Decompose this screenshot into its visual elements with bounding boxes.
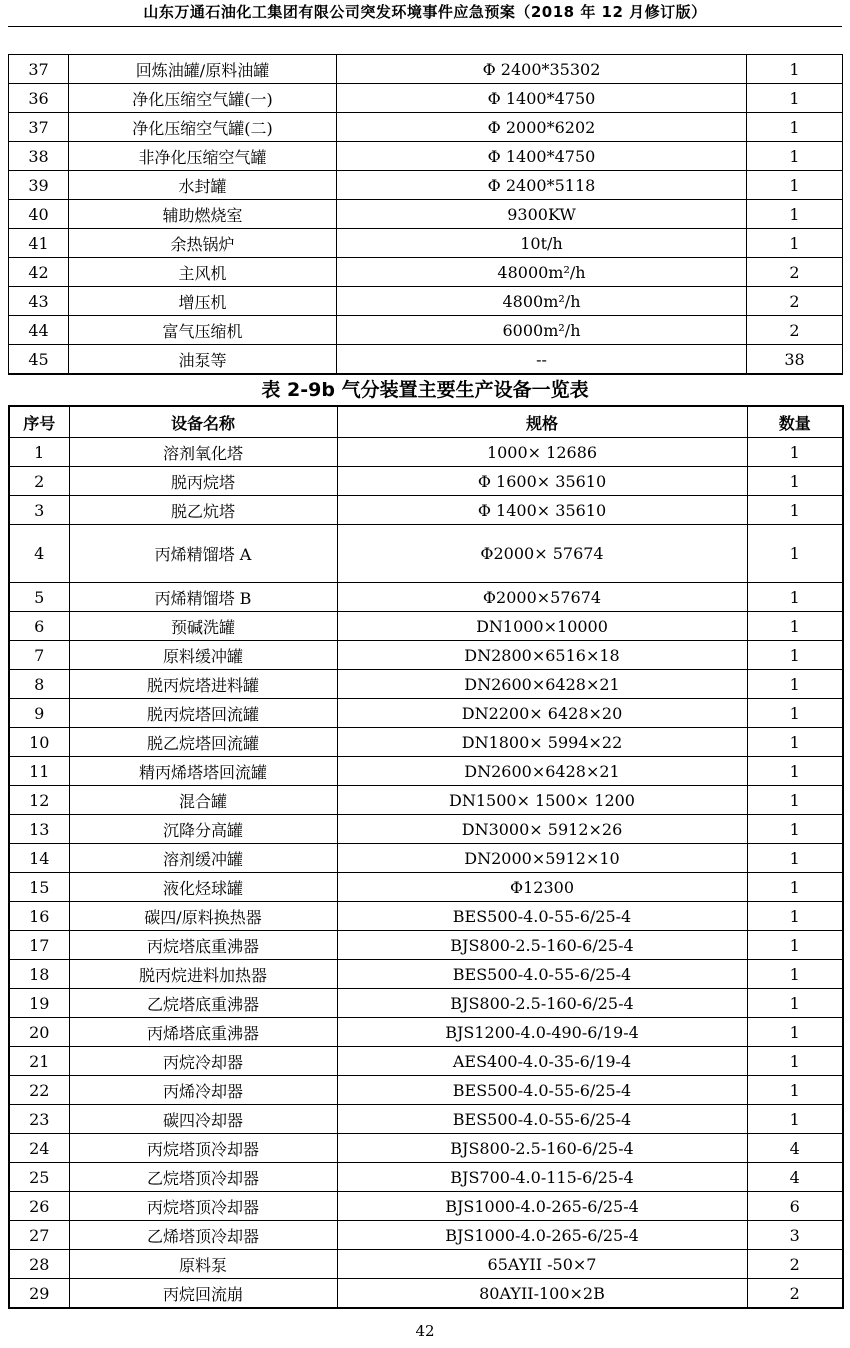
cell-no: 5	[9, 583, 69, 612]
cell-qty: 1	[747, 670, 843, 699]
cell-qty: 1	[747, 815, 843, 844]
table-row	[9, 1105, 843, 1134]
cell-name: 增压机	[69, 287, 337, 316]
cell-qty: 1	[747, 931, 843, 960]
cell-qty: 1	[747, 699, 843, 728]
table-row	[9, 960, 843, 989]
cell-name: 非净化压缩空气罐	[69, 142, 337, 171]
cell-no: 6	[9, 612, 69, 641]
cell-no: 17	[9, 931, 69, 960]
cell-no: 9	[9, 699, 69, 728]
table-row	[9, 287, 843, 316]
gas-fractionation-equipment-table	[8, 405, 844, 1309]
cell-spec: 1000× 12686	[337, 438, 747, 467]
cell-no: 37	[9, 55, 69, 84]
cell-qty: 1	[747, 229, 843, 258]
cell-name: 丙烷塔顶冷却器	[69, 1134, 337, 1163]
cell-qty: 1	[747, 467, 843, 496]
cell-no: 18	[9, 960, 69, 989]
table-row	[9, 84, 843, 113]
cell-spec: DN3000× 5912×26	[337, 815, 747, 844]
cell-no: 13	[9, 815, 69, 844]
cell-no: 29	[9, 1279, 69, 1309]
cell-no: 22	[9, 1076, 69, 1105]
table-header-row	[9, 406, 843, 438]
table-caption: 表 2-9b 气分装置主要生产设备一览表	[261, 379, 589, 401]
cell-spec: DN2600×6428×21	[337, 757, 747, 786]
cell-no: 44	[9, 316, 69, 345]
cell-no: 42	[9, 258, 69, 287]
cell-name: 沉降分高罐	[69, 815, 337, 844]
table-row	[9, 1047, 843, 1076]
cell-spec: Φ 1400*4750	[337, 84, 747, 113]
table-row	[9, 757, 843, 786]
cell-qty: 2	[747, 316, 843, 345]
cell-spec: BJS1000-4.0-265-6/25-4	[337, 1221, 747, 1250]
cell-no: 12	[9, 786, 69, 815]
cell-no: 41	[9, 229, 69, 258]
cell-qty: 4	[747, 1163, 843, 1192]
cell-no: 2	[9, 467, 69, 496]
cell-name: 脱乙烷塔回流罐	[69, 728, 337, 757]
table-row	[9, 113, 843, 142]
cell-name: 净化压缩空气罐(一)	[69, 84, 337, 113]
cell-qty: 1	[747, 200, 843, 229]
cell-spec: BJS700-4.0-115-6/25-4	[337, 1163, 747, 1192]
cell-spec: DN2000×5912×10	[337, 844, 747, 873]
cell-spec: DN1800× 5994×22	[337, 728, 747, 757]
cell-no: 15	[9, 873, 69, 902]
table-row	[9, 1221, 843, 1250]
table-row	[9, 873, 843, 902]
equipment-table-continued	[8, 54, 843, 375]
table-row	[9, 1018, 843, 1047]
table-row	[9, 699, 843, 728]
cell-name: 预碱洗罐	[69, 612, 337, 641]
cell-qty: 1	[747, 525, 843, 583]
cell-name: 脱乙炕塔	[69, 496, 337, 525]
cell-name: 原料缓冲罐	[69, 641, 337, 670]
cell-no: 7	[9, 641, 69, 670]
table-row	[9, 1250, 843, 1279]
table-row	[9, 786, 843, 815]
cell-qty: 6	[747, 1192, 843, 1221]
cell-spec: DN2200× 6428×20	[337, 699, 747, 728]
header-rule	[8, 26, 842, 27]
cell-name: 水封罐	[69, 171, 337, 200]
cell-spec: Φ 2400*5118	[337, 171, 747, 200]
cell-qty: 1	[747, 142, 843, 171]
cell-no: 36	[9, 84, 69, 113]
cell-name: 丙烯精馏塔 B	[69, 583, 337, 612]
cell-no: 14	[9, 844, 69, 873]
table-row	[9, 931, 843, 960]
cell-qty: 2	[747, 1279, 843, 1309]
cell-name: 脱丙烷塔进料罐	[69, 670, 337, 699]
table-row	[9, 989, 843, 1018]
cell-spec: BES500-4.0-55-6/25-4	[337, 902, 747, 931]
table-row	[9, 1134, 843, 1163]
table-row	[9, 258, 843, 287]
cell-no: 25	[9, 1163, 69, 1192]
cell-no: 37	[9, 113, 69, 142]
cell-no: 38	[9, 142, 69, 171]
table-row	[9, 200, 843, 229]
cell-qty: 38	[747, 345, 843, 375]
cell-spec: DN1000×10000	[337, 612, 747, 641]
cell-name: 脱丙烷塔回流罐	[69, 699, 337, 728]
cell-name: 余热锅炉	[69, 229, 337, 258]
cell-qty: 1	[747, 438, 843, 467]
cell-spec: DN2600×6428×21	[337, 670, 747, 699]
cell-spec: 9300KW	[337, 200, 747, 229]
cell-spec: 6000m²/h	[337, 316, 747, 345]
cell-spec: BJS800-2.5-160-6/25-4	[337, 1134, 747, 1163]
cell-qty: 1	[747, 873, 843, 902]
cell-name: 主风机	[69, 258, 337, 287]
cell-spec: BJS800-2.5-160-6/25-4	[337, 931, 747, 960]
cell-name: 回炼油罐/原料油罐	[69, 55, 337, 84]
gas-fractionation-table-body	[9, 438, 843, 1309]
cell-name: 丙烷塔顶冷却器	[69, 1192, 337, 1221]
cell-spec: Φ2000×57674	[337, 583, 747, 612]
cell-qty: 1	[747, 902, 843, 931]
cell-qty: 1	[747, 496, 843, 525]
table-row	[9, 1192, 843, 1221]
cell-spec: BJS1200-4.0-490-6/19-4	[337, 1018, 747, 1047]
cell-spec: AES400-4.0-35-6/19-4	[337, 1047, 747, 1076]
cell-no: 8	[9, 670, 69, 699]
table-row	[9, 1076, 843, 1105]
cell-no: 4	[9, 525, 69, 583]
table-row	[9, 55, 843, 84]
cell-no: 11	[9, 757, 69, 786]
cell-spec: Φ12300	[337, 873, 747, 902]
cell-spec: DN2800×6516×18	[337, 641, 747, 670]
cell-name: 丙烯塔底重沸器	[69, 1018, 337, 1047]
cell-name: 油泵等	[69, 345, 337, 375]
cell-spec: Φ 2400*35302	[337, 55, 747, 84]
table-row	[9, 345, 843, 375]
cell-qty: 2	[747, 1250, 843, 1279]
cell-spec: 10t/h	[337, 229, 747, 258]
cell-spec: Φ 1400*4750	[337, 142, 747, 171]
table-row	[9, 728, 843, 757]
cell-name: 丙烷塔底重沸器	[69, 931, 337, 960]
table-row	[9, 142, 843, 171]
cell-name: 乙烷塔顶冷却器	[69, 1163, 337, 1192]
cell-spec: BJS1000-4.0-265-6/25-4	[337, 1192, 747, 1221]
cell-qty: 1	[747, 84, 843, 113]
cell-no: 16	[9, 902, 69, 931]
table-row	[9, 496, 843, 525]
cell-qty: 1	[747, 583, 843, 612]
cell-qty: 1	[747, 1076, 843, 1105]
cell-qty: 2	[747, 258, 843, 287]
table-row	[9, 1279, 843, 1309]
cell-qty: 4	[747, 1134, 843, 1163]
cell-no: 26	[9, 1192, 69, 1221]
cell-name: 脱丙烷进料加热器	[69, 960, 337, 989]
cell-spec: BES500-4.0-55-6/25-4	[337, 1105, 747, 1134]
cell-no: 21	[9, 1047, 69, 1076]
cell-qty: 1	[747, 1018, 843, 1047]
table-row	[9, 670, 843, 699]
table-row	[9, 229, 843, 258]
cell-name: 原料泵	[69, 1250, 337, 1279]
table-row	[9, 467, 843, 496]
header-spec: 规格	[337, 406, 747, 438]
header-no: 序号	[9, 406, 69, 438]
cell-spec: Φ 1400× 35610	[337, 496, 747, 525]
cell-no: 43	[9, 287, 69, 316]
cell-name: 丙烯精馏塔 A	[69, 525, 337, 583]
cell-qty: 2	[747, 287, 843, 316]
cell-no: 20	[9, 1018, 69, 1047]
cell-no: 23	[9, 1105, 69, 1134]
table-row	[9, 902, 843, 931]
cell-qty: 1	[747, 1047, 843, 1076]
cell-name: 乙烯塔顶冷却器	[69, 1221, 337, 1250]
cell-spec: 65AYII -50×7	[337, 1250, 747, 1279]
cell-qty: 1	[747, 728, 843, 757]
cell-name: 丙烯冷却器	[69, 1076, 337, 1105]
table-row	[9, 316, 843, 345]
cell-spec: 4800m²/h	[337, 287, 747, 316]
cell-qty: 3	[747, 1221, 843, 1250]
cell-name: 混合罐	[69, 786, 337, 815]
cell-name: 丙烷回流崩	[69, 1279, 337, 1309]
table-row	[9, 1163, 843, 1192]
cell-qty: 1	[747, 757, 843, 786]
page-number: 42	[415, 1322, 435, 1340]
cell-spec: BJS800-2.5-160-6/25-4	[337, 989, 747, 1018]
cell-spec: 48000m²/h	[337, 258, 747, 287]
document-header: 山东万通石油化工集团有限公司突发环境事件应急预案（2018 年 12 月修订版）	[143, 3, 707, 21]
cell-no: 28	[9, 1250, 69, 1279]
cell-qty: 1	[747, 989, 843, 1018]
cell-name: 丙烷冷却器	[69, 1047, 337, 1076]
cell-spec: BES500-4.0-55-6/25-4	[337, 960, 747, 989]
cell-qty: 1	[747, 960, 843, 989]
header-qty: 数量	[747, 406, 843, 438]
cell-name: 精丙烯塔塔回流罐	[69, 757, 337, 786]
cell-no: 10	[9, 728, 69, 757]
cell-name: 溶剂氧化塔	[69, 438, 337, 467]
cell-qty: 1	[747, 844, 843, 873]
cell-name: 碳四/原料换热器	[69, 902, 337, 931]
table-row	[9, 438, 843, 467]
cell-spec: Φ 1600× 35610	[337, 467, 747, 496]
cell-no: 24	[9, 1134, 69, 1163]
table-row	[9, 641, 843, 670]
cell-no: 40	[9, 200, 69, 229]
cell-spec: --	[337, 345, 747, 375]
cell-name: 净化压缩空气罐(二)	[69, 113, 337, 142]
cell-qty: 1	[747, 1105, 843, 1134]
table-row	[9, 612, 843, 641]
cell-qty: 1	[747, 113, 843, 142]
cell-name: 乙烷塔底重沸器	[69, 989, 337, 1018]
cell-qty: 1	[747, 171, 843, 200]
header-name: 设备名称	[69, 406, 337, 438]
cell-no: 1	[9, 438, 69, 467]
table-row	[9, 844, 843, 873]
cell-no: 45	[9, 345, 69, 375]
cell-no: 3	[9, 496, 69, 525]
cell-no: 39	[9, 171, 69, 200]
cell-spec: BES500-4.0-55-6/25-4	[337, 1076, 747, 1105]
table-row	[9, 815, 843, 844]
cell-name: 液化烃球罐	[69, 873, 337, 902]
table-row	[9, 583, 843, 612]
equipment-table-body	[9, 55, 843, 375]
cell-name: 溶剂缓冲罐	[69, 844, 337, 873]
cell-qty: 1	[747, 612, 843, 641]
cell-spec: Φ 2000*6202	[337, 113, 747, 142]
cell-spec: 80AYII-100×2B	[337, 1279, 747, 1309]
cell-spec: Φ2000× 57674	[337, 525, 747, 583]
cell-name: 辅助燃烧室	[69, 200, 337, 229]
cell-name: 碳四冷却器	[69, 1105, 337, 1134]
table-row	[9, 171, 843, 200]
cell-no: 19	[9, 989, 69, 1018]
cell-qty: 1	[747, 641, 843, 670]
cell-name: 脱丙烷塔	[69, 467, 337, 496]
cell-qty: 1	[747, 786, 843, 815]
cell-spec: DN1500× 1500× 1200	[337, 786, 747, 815]
cell-qty: 1	[747, 55, 843, 84]
cell-no: 27	[9, 1221, 69, 1250]
table-row	[9, 525, 843, 583]
cell-name: 富气压缩机	[69, 316, 337, 345]
